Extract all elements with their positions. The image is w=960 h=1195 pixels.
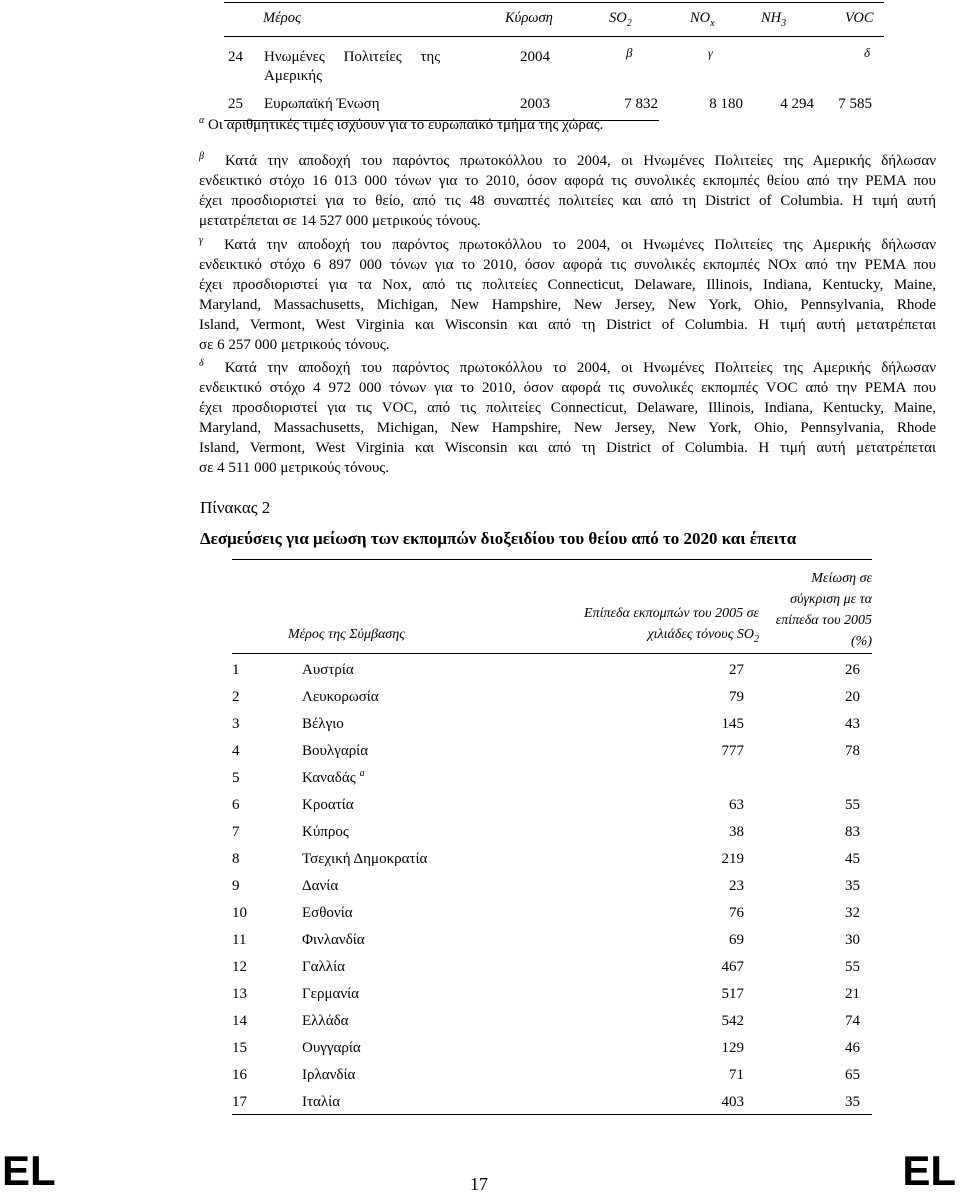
table1-row-so2: 7 832: [624, 96, 658, 112]
row-number: 11: [232, 932, 247, 948]
table2-title: Δεσμεύσεις για μείωση των εκπομπών διοξειδίου του θείου από το 2020 και έπειτα: [200, 529, 797, 548]
row-number: 3: [232, 716, 240, 732]
row-emissions-2005: 129: [721, 1040, 744, 1056]
table-row: [232, 1013, 864, 1040]
row-reduction-percent: 35: [845, 878, 860, 894]
row-number: 5: [232, 770, 240, 786]
table1-row-nox: γ: [708, 46, 713, 60]
row-emissions-2005: 79: [729, 689, 744, 705]
row-reduction-percent: 20: [845, 689, 860, 705]
table1-row-ratification: 2004: [520, 49, 550, 65]
table2-header-emissions: [584, 603, 759, 645]
footnote-marker: a: [359, 768, 365, 779]
row-number: 13: [232, 986, 247, 1002]
row-emissions-2005: 38: [729, 824, 744, 840]
table-row: [232, 824, 864, 851]
row-party-name: Βουλγαρία: [302, 743, 369, 759]
footnote-line: Κατά την αποδοχή του παρόντος πρωτοκόλλου το 2004, οι Ηνωμένες Πολιτείες της Αμερικής δήλωσαν: [224, 237, 936, 253]
table2-header-rule: [232, 653, 872, 654]
row-emissions-2005: 23: [729, 878, 744, 894]
row-number: 8: [232, 851, 240, 867]
header-line: (%): [851, 634, 872, 649]
footnote-line: Κατά την αποδοχή του παρόντος πρωτοκόλλου το 2004, οι Ηνωμένες Πολιτείες της Αμερικής δήλωσαν: [225, 153, 937, 169]
footnote-marker: γ: [199, 235, 203, 246]
table1-row-so2: β: [626, 45, 633, 60]
table2-top-rule: [232, 559, 872, 560]
table-row: [232, 1094, 864, 1121]
row-party-name: Εσθονία: [302, 905, 353, 921]
row-reduction-percent: 46: [845, 1040, 860, 1056]
table1-header-ratification: Κύρωση: [505, 10, 553, 26]
footnote-line: σε 6 257 000 μετρικούς τόνους.: [199, 337, 390, 353]
row-reduction-percent: 45: [845, 851, 860, 867]
table1-top-rule: [224, 2, 884, 3]
footnote-line: Κατά την αποδοχή του παρόντος πρωτοκόλλου το 2004, οι Ηνωμένες Πολιτείες της Αμερικής δήλωσαν: [224, 360, 936, 376]
row-number: 14: [232, 1013, 247, 1029]
table1-row-party-line2: Αμερικής: [264, 68, 323, 84]
table1-header-party: Μέρος: [263, 10, 301, 26]
row-number: 7: [232, 824, 240, 840]
row-reduction-percent: 32: [845, 905, 860, 921]
footnote-line: σε 4 511 000 μετρικούς τόνους.: [199, 460, 389, 476]
row-emissions-2005: 542: [721, 1013, 744, 1029]
row-reduction-percent: 55: [845, 797, 860, 813]
row-reduction-percent: 30: [845, 932, 860, 948]
table-row: [232, 851, 864, 878]
table1-header-rule: [224, 36, 884, 37]
table-row: [232, 1067, 864, 1094]
row-reduction-percent: 43: [845, 716, 860, 732]
table1-header-nox: $NO_x$: [690, 10, 715, 29]
row-number: 2: [232, 689, 240, 705]
table-row: [232, 797, 864, 824]
footnote-line: ενδεικτικό στόχο 6 897 000 τόνων για το 2010, όσον αφορά τις συνολικές εκπομπές NOx από την PEMA που: [199, 257, 936, 273]
row-reduction-percent: 65: [845, 1067, 860, 1083]
footnote-gamma: [199, 235, 936, 355]
row-emissions-2005: 403: [721, 1094, 744, 1110]
row-emissions-2005: 71: [729, 1067, 744, 1083]
table1-row-voc: δ: [864, 45, 871, 60]
row-party-name: Ιρλανδία: [302, 1067, 356, 1083]
row-reduction-percent: 78: [845, 743, 860, 759]
table-row: [232, 743, 864, 770]
row-number: 9: [232, 878, 240, 894]
row-emissions-2005: 27: [729, 662, 744, 678]
footnote-line: Island, Vermont, West Virginia και Wisconsin και από τη District of Columbia. Η τιμή αυτή μετατρέπεται: [199, 317, 936, 333]
footnote-line: Island, Vermont, West Virginia και Wisconsin και από τη District of Columbia. Η τιμή αυτή μετατρέπεται: [199, 440, 936, 456]
table-row: [232, 905, 864, 932]
table-row: [232, 878, 864, 905]
table-row: [232, 986, 864, 1013]
table1-header-so2: $SO_2$: [609, 10, 632, 29]
table-row: [232, 932, 864, 959]
row-party-name: Βέλγιο: [302, 716, 344, 732]
footnote-line: μετατρέπεται σε 14 527 000 μετρικούς τόνους.: [199, 213, 481, 229]
table1-row-nh3: 4 294: [780, 96, 814, 112]
row-party-name: Ελλάδα: [302, 1013, 349, 1029]
row-party-name: Κροατία: [302, 797, 354, 813]
row-reduction-percent: 74: [845, 1013, 860, 1029]
footnote-beta: [199, 151, 936, 231]
note-text: Οι αριθμητικές τιμές ισχύουν για το ευρωπαϊκό τμήμα της χώρας.: [208, 117, 604, 133]
header-line: επίπεδα του 2005: [775, 613, 872, 628]
footer-lang-left: EL: [2, 1147, 56, 1194]
header-line: Μείωση σε: [811, 571, 872, 586]
row-emissions-2005: 76: [729, 905, 744, 921]
row-party-name: Κύπρος: [302, 824, 349, 840]
row-emissions-2005: 467: [721, 959, 744, 975]
table1-row-nox: 8 180: [709, 96, 743, 112]
table1-row-num: 25: [228, 96, 243, 112]
footnote-line: έχει προσδιοριστεί για τα Nox, από τις πολιτείες Connecticut, Delaware, Illinois, Indiana, Kentucky, Maine,: [199, 277, 936, 293]
header-line: Επίπεδα εκπομπών του 2005 σε: [584, 606, 759, 621]
table-row: [232, 959, 864, 986]
row-party-name: Ουγγαρία: [302, 1040, 361, 1056]
table-row: [232, 689, 864, 716]
table1-row-party: Ηνωμένες Πολιτείες της: [264, 49, 441, 65]
table1-bottom-rule: [224, 120, 659, 121]
row-party-name: Φινλανδία: [302, 932, 365, 948]
row-number: 1: [232, 662, 240, 678]
table1-note: [199, 116, 603, 134]
footer-lang-right: EL: [902, 1147, 956, 1194]
table1-row-num: 24: [228, 49, 243, 65]
table1-row-party: Ευρωπαϊκή Ένωση: [264, 96, 380, 112]
row-number: 15: [232, 1040, 247, 1056]
row-emissions-2005: 63: [729, 797, 744, 813]
header-line: χιλιάδες τόνους $SO_2$: [647, 627, 759, 645]
row-reduction-percent: 83: [845, 824, 860, 840]
footnote-line: Maryland, Massachusetts, Michigan, New Hampshire, New Jersey, New York, Ohio, Pennsylvania, Rhode: [199, 420, 936, 436]
row-reduction-percent: 35: [845, 1094, 860, 1110]
footnote-line: έχει προσδιοριστεί για το θείο, από τις 48 συναπτές πολιτείες και από τη District of Columbia. Η τιμή αυτή: [199, 193, 936, 209]
row-emissions-2005: 777: [721, 743, 744, 759]
table2-header-party: Μέρος της Σύμβασης: [288, 627, 405, 642]
table1-header-nh3: $NH_3$: [761, 10, 787, 29]
table-row: [232, 662, 864, 689]
row-emissions-2005: 145: [721, 716, 744, 732]
footnote-marker: δ: [199, 358, 204, 369]
page-number: 17: [470, 1174, 488, 1194]
note-marker: α: [199, 115, 205, 126]
row-emissions-2005: 219: [721, 851, 744, 867]
row-reduction-percent: 55: [845, 959, 860, 975]
footnote-marker: β: [199, 151, 204, 162]
table1-row-ratification: 2003: [520, 96, 550, 112]
table2-header-reduction: [776, 568, 872, 652]
row-party-name: Λευκορωσία: [302, 689, 379, 705]
row-number: 6: [232, 797, 240, 813]
row-party-name: Ιταλία: [302, 1094, 341, 1110]
table-row: [232, 1040, 864, 1067]
row-number: 12: [232, 959, 247, 975]
row-party-name: Καναδάς $^a$: [302, 768, 365, 786]
row-party-name: Γερμανία: [302, 986, 360, 1002]
row-reduction-percent: 21: [845, 986, 860, 1002]
row-party-name: Αυστρία: [302, 662, 354, 678]
table2-label: Πίνακας 2: [200, 498, 271, 517]
footnote-line: ενδεικτικό στόχο 4 972 000 τόνων για το 2010, όσον αφορά τις συνολικές εκπομπές VOC από την PEMA που: [199, 380, 936, 396]
table1-header-voc: VOC: [845, 10, 874, 26]
footnote-delta: [199, 358, 936, 478]
row-number: 16: [232, 1067, 247, 1083]
table-row: [232, 716, 864, 743]
row-party-name: Γαλλία: [302, 959, 345, 975]
row-emissions-2005: 69: [729, 932, 744, 948]
footnote-line: Maryland, Massachusetts, Michigan, New Hampshire, New Jersey, New York, Ohio, Pennsylvania, Rhode: [199, 297, 936, 313]
row-party-name: Τσεχική Δημοκρατία: [302, 851, 428, 867]
table1-row-voc: 7 585: [838, 96, 872, 112]
row-number: 10: [232, 905, 247, 921]
row-party-name: Δανία: [302, 878, 339, 894]
table-row: [232, 770, 864, 797]
row-emissions-2005: 517: [721, 986, 744, 1002]
row-reduction-percent: 26: [845, 662, 860, 678]
footnote-line: έχει προσδιοριστεί για τις VOC, από τις πολιτείες Connecticut, Delaware, Illinois, Indiana, Kentucky, Maine,: [199, 400, 936, 416]
row-number: 17: [232, 1094, 247, 1110]
row-number: 4: [232, 743, 240, 759]
header-line: σύγκριση με τα: [790, 592, 872, 607]
table2-bottom-rule: [232, 1114, 872, 1115]
footnote-line: ενδεικτικό στόχο 16 013 000 τόνων για το 2010, όσον αφορά τις συνολικές εκπομπές θείου από την PEMA που: [199, 173, 936, 189]
